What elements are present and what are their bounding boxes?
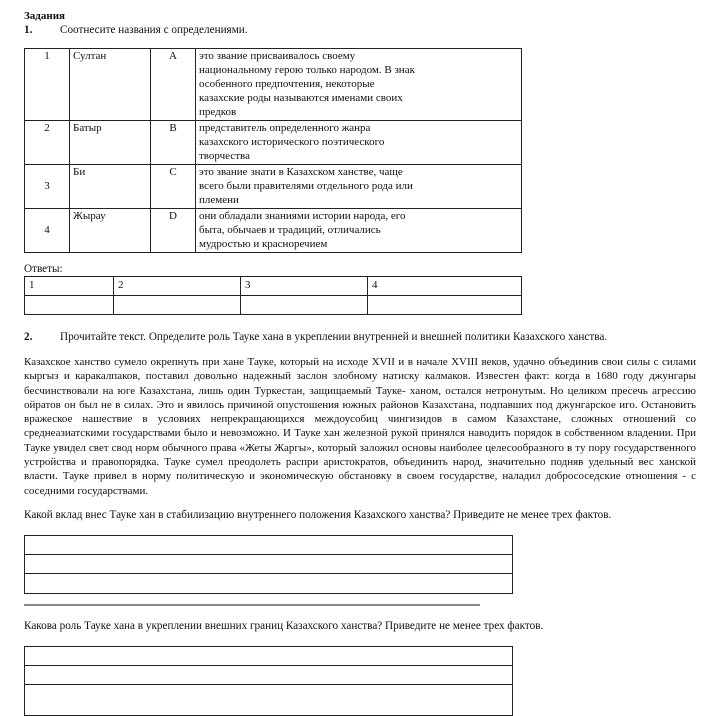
task2-number: 2. [24,331,33,343]
answer-box-internal[interactable] [24,535,513,594]
answer-header: 1 [25,277,114,296]
answer-cell-1[interactable] [25,296,114,315]
letter-cell: D [151,208,196,252]
task1-instruction-line [24,23,248,37]
task2-instruction-line [24,330,714,344]
task1-instruction: Соотнесите названия с определениями. [60,24,248,36]
letter-cell: A [151,49,196,121]
definition-line: особенного предпочтения, некоторые [199,77,375,90]
answer-header: 2 [114,277,241,296]
definition-cell [196,208,522,252]
answer-line[interactable] [25,536,512,555]
definition-line: представитель определенного жанра [199,122,371,134]
answer-header: 3 [241,277,368,296]
term-cell: Батыр [70,121,151,165]
term-cell: Би [70,164,151,208]
letter-cell: C [151,164,196,208]
row-number: 1 [25,49,70,121]
definition-line: казахского исторического поэтического [199,135,385,148]
answers-header-row [25,277,522,296]
answer-cell-3[interactable] [241,296,368,315]
definition-cell [196,164,522,208]
matching-row [25,164,522,208]
divider-line [24,604,480,606]
definition-line: национальному герою только народом. В знак [199,63,415,76]
task2-instruction: Прочитайте текст. Определите роль Тауке хана в укреплении внутренней и внешней политики Казахского ханства. [60,331,608,343]
answer-cell-4[interactable] [368,296,522,315]
question-internal: Какой вклад внес Тауке хан в стабилизацию внутреннего положения Казахского ханства? Приведите не менее трех фактов. [24,509,612,521]
definition-line: это звание знати в Казахском ханстве, чаще [199,165,403,178]
answer-line[interactable] [25,666,512,685]
matching-row [25,49,522,121]
definition-line: быта, обычаев и традиций, отличались [199,223,381,236]
answer-header: 4 [368,277,522,296]
answer-box-external[interactable] [24,646,513,716]
question-external: Какова роль Тауке хана в укреплении внешних границ Казахского ханства? Приведите не менее трех фактов. [24,620,544,632]
definition-line: они обладали знаниями истории народа, его [199,209,406,222]
answers-label: Ответы: [24,263,63,275]
definition-cell [196,49,522,121]
answers-input-row [25,296,522,315]
row-number: 3 [25,164,70,208]
definition-cell [196,121,522,165]
answer-line[interactable] [25,555,512,574]
answer-line[interactable] [25,647,512,666]
task1-number: 1. [24,24,33,36]
definition-line: племени [199,193,239,206]
answer-cell-2[interactable] [114,296,241,315]
reading-text: Казахское ханство сумело окрепнуть при хане Тауке, который на исходе XVII и в начале XVIII веков, удачно объединив свои силы с силами кыргыз и каракалпаков, поставил довольно надежный заслон злобному натиску калмаков. Известен факт: когда в 1680 году джунгары бесчинствовали на юге Казахстана, лишь один Туркестан, защищаемый Тауке- ханом, остался нетронутым. Но целиком пресечь агрессию ойратов он был не в силах. Это и явилось причиной опустошения южных районов Казахстана, подпавших под джунгарское иго. Остановить вражеское нашествие в условиях непрекращающихся междоусобиц чингизидов в самом Казахстане, сложных отношений со среднеазиатскими государствами было и невозможно. И Тауке хан железной рукой принялся наводить порядок в собственном владении. При Тауке увидел свет свод норм обычного права «Жеты Жаргы», который заложил основы наиболее целесообразного в ту пору государственного устройства и правопорядка. Тауке сумел преодолеть распри аристократов, объединить народ, значительно подняв удельный вес ханской власти. Тауке привел в норму политическую и экономическую обстановку в своем государстве, наладил добрососедские отношения - с соседними государствами. [24,356,696,497]
matching-row [25,208,522,252]
row-number: 2 [25,121,70,165]
answer-line[interactable] [25,685,512,704]
answers-table [24,276,522,315]
definition-line: это звание присваивалось своему [199,50,356,62]
heading: Задания [24,10,65,22]
definition-line: всего были правителями отдельного рода или [199,179,413,192]
row-number: 4 [25,208,70,252]
definition-line: предков [199,105,237,118]
letter-cell: B [151,121,196,165]
definition-line: мудростью и красноречием [199,237,328,250]
matching-row [25,121,522,165]
definition-line: творчества [199,149,250,162]
matching-table [24,48,522,253]
term-cell: Жырау [70,208,151,252]
definition-line: казахские роды называются именами своих [199,91,403,104]
answer-line[interactable] [25,574,512,593]
term-cell: Султан [70,49,151,121]
